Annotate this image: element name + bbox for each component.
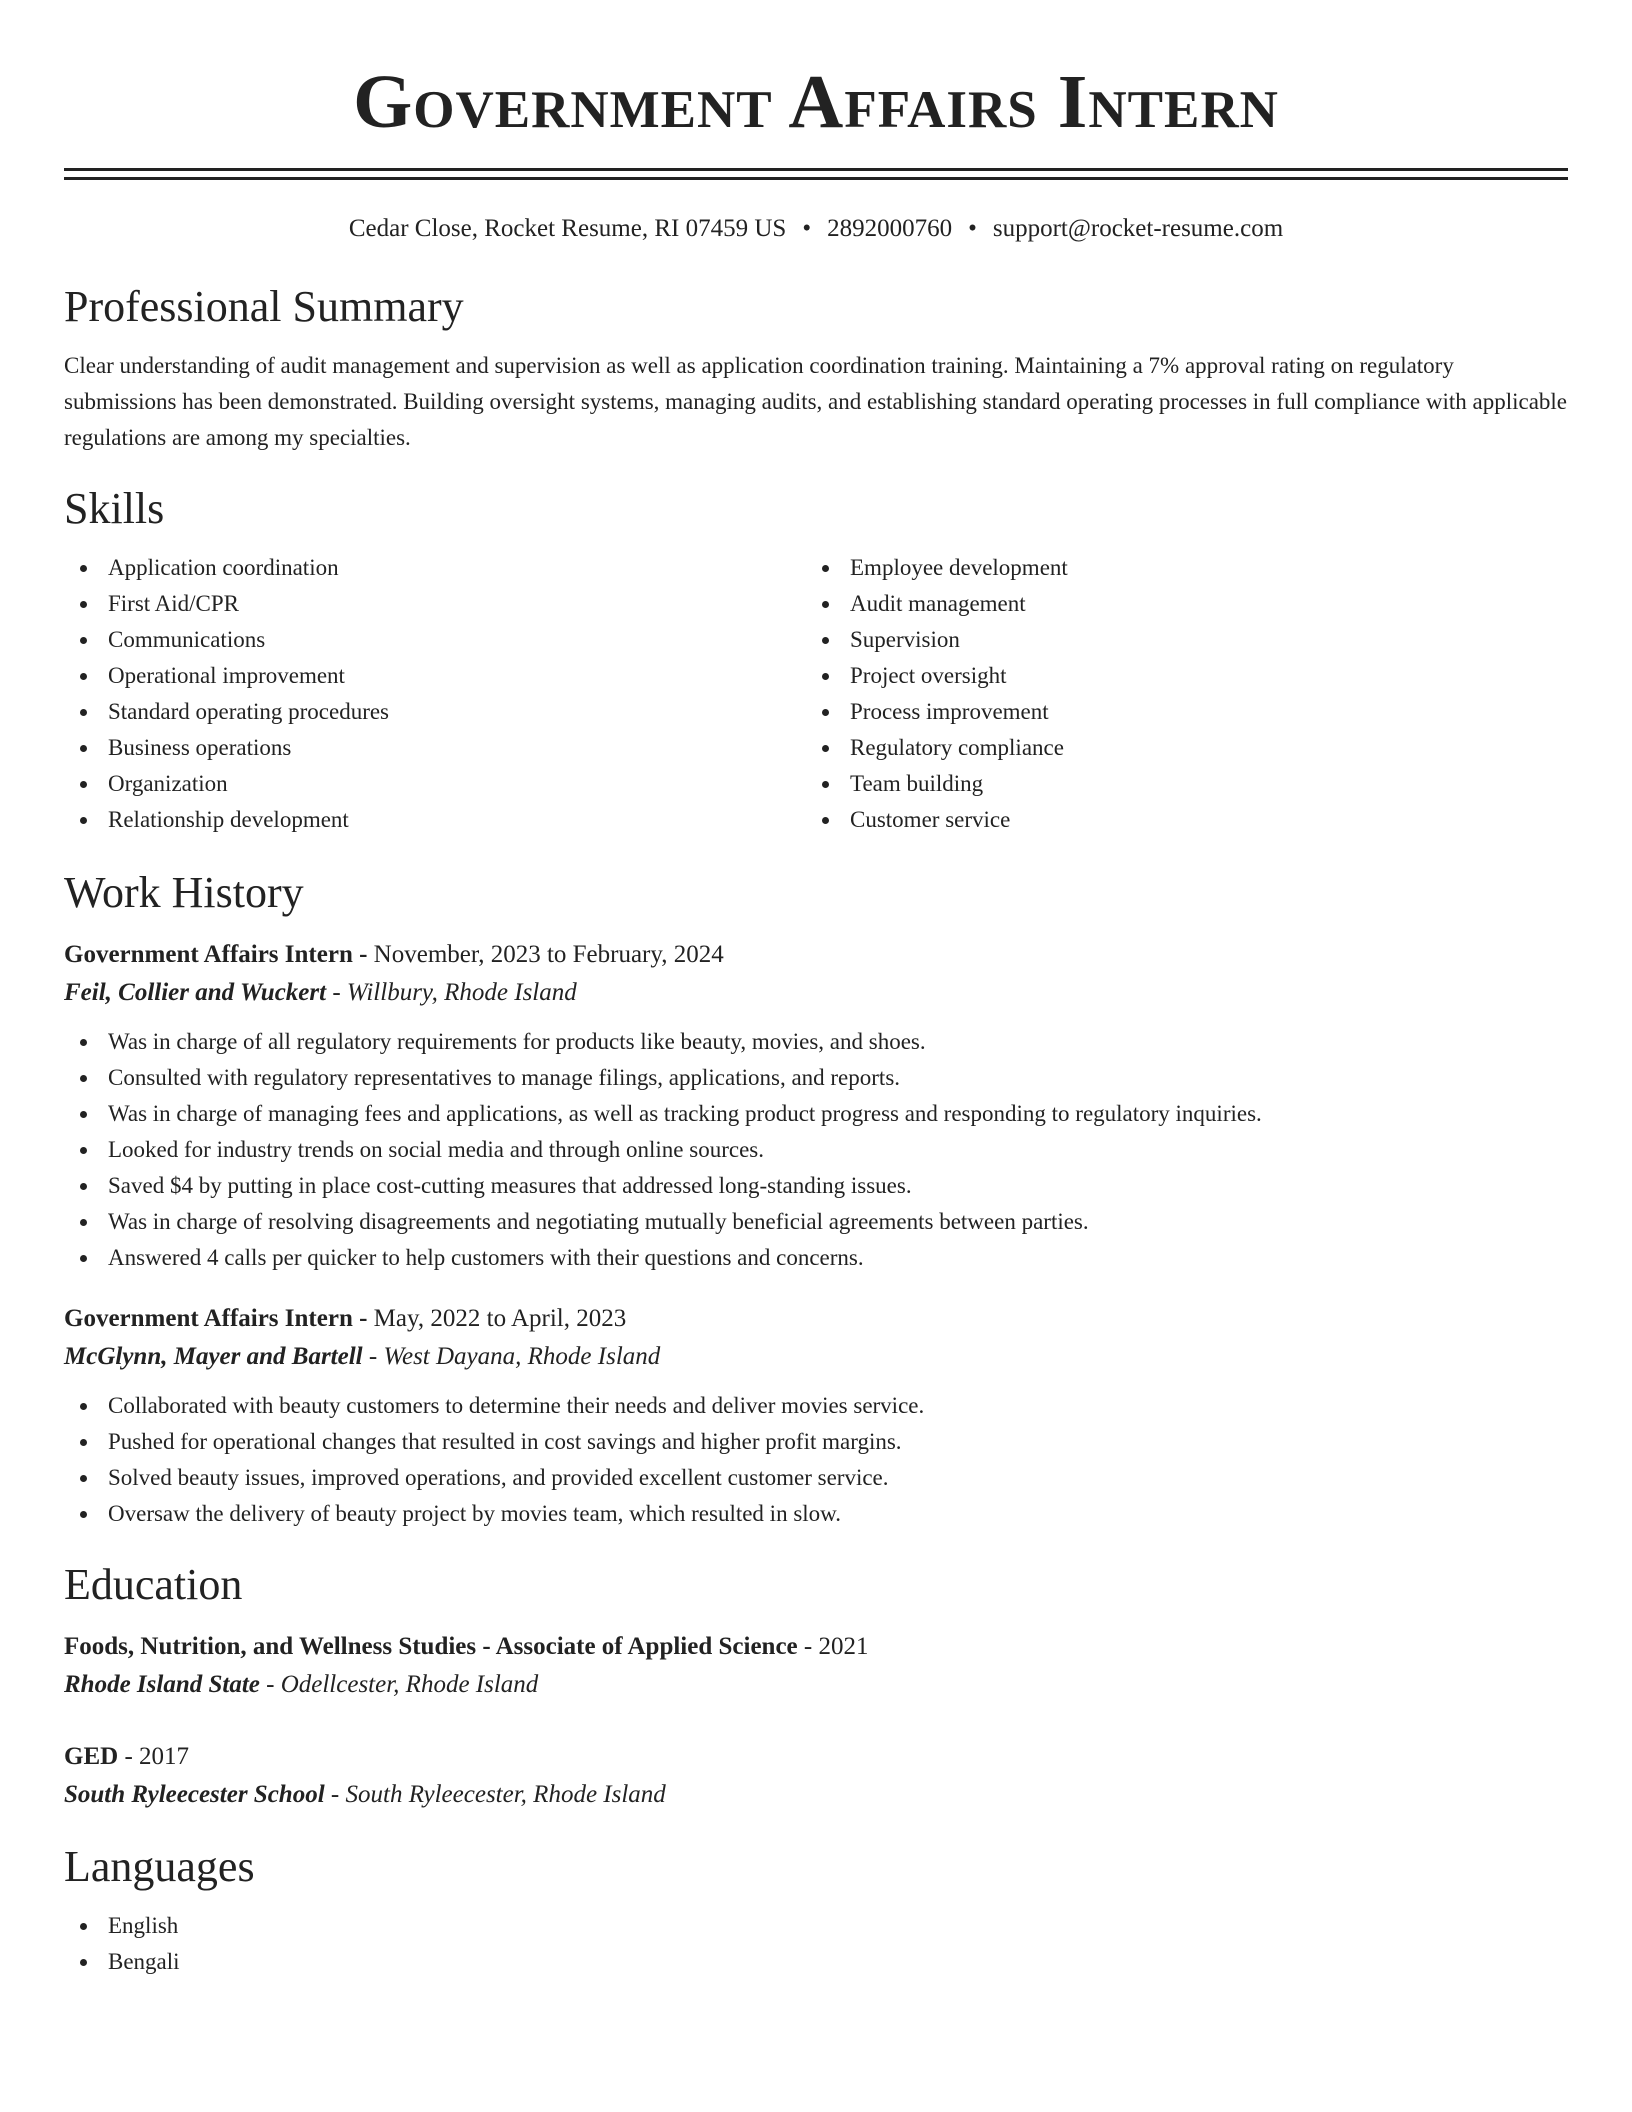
contact-line — [64, 212, 1568, 246]
duty-text: Collaborated with beauty customers to determine their needs and deliver movies service. — [108, 1393, 925, 1418]
bullet-icon — [80, 1183, 87, 1190]
skill-item — [64, 802, 806, 838]
bullet-icon — [822, 565, 829, 572]
resume-page — [64, 0, 1568, 1980]
title-rule-bottom — [64, 177, 1568, 180]
bullet-icon — [80, 673, 87, 680]
job-dates: November, 2023 to February, 2024 — [373, 941, 724, 968]
work-heading: Work History — [64, 868, 304, 917]
work-section — [64, 866, 1568, 1532]
language-item — [64, 1944, 1568, 1980]
dash: - — [359, 1305, 368, 1332]
education-location: Odellcester, Rhode Island — [280, 1671, 539, 1698]
contact-separator: • — [968, 215, 977, 242]
skill-label: Regulatory compliance — [850, 735, 1064, 760]
duty-text: Answered 4 calls per quicker to help customers with their questions and concerns. — [108, 1245, 864, 1270]
job-company: Feil, Collier and Wuckert — [64, 979, 327, 1006]
skill-item — [64, 586, 806, 622]
job-role: Government Affairs Intern — [64, 941, 353, 968]
education-location: South Ryleecester, Rhode Island — [345, 1781, 666, 1808]
skill-label: Customer service — [850, 807, 1011, 832]
bullet-icon — [80, 1219, 87, 1226]
skill-item — [806, 622, 1548, 658]
job-header — [64, 936, 1568, 974]
skill-label: Communications — [108, 627, 266, 652]
summary-heading: Professional Summary — [64, 282, 464, 331]
education-degree-line — [64, 1738, 1568, 1776]
duty-text: Solved beauty issues, improved operations, and provided excellent customer service. — [108, 1465, 889, 1490]
duty-text: Was in charge of managing fees and applications, as well as tracking product progress and responding to regulatory inquiries. — [108, 1101, 1262, 1126]
bullet-icon — [822, 817, 829, 824]
skill-item — [806, 694, 1548, 730]
bullet-icon — [80, 1511, 87, 1518]
job-location: West Dayana, Rhode Island — [383, 1343, 661, 1370]
job-location: Willbury, Rhode Island — [346, 979, 577, 1006]
summary-text: Clear understanding of audit management and supervision as well as application coordination training. Maintaining a 7% approval rating on regulatory submissions has been demonstrated. Building oversight systems, managing audits, and establishing standard operating processes in full compliance with applicable regulations are among my specialties. — [64, 353, 1568, 450]
skills-section — [64, 482, 1568, 838]
skill-label: Application coordination — [108, 555, 339, 580]
job-company-line — [64, 974, 1568, 1012]
skill-label: First Aid/CPR — [108, 591, 240, 616]
skill-label: Supervision — [850, 627, 960, 652]
education-degree: GED — [64, 1743, 119, 1770]
bullet-icon — [80, 1475, 87, 1482]
bullet-icon — [822, 601, 829, 608]
job-duty — [64, 1496, 1568, 1532]
skill-label: Process improvement — [850, 699, 1049, 724]
skill-label: Audit management — [850, 591, 1026, 616]
education-school: Rhode Island State — [64, 1671, 260, 1698]
skills-right-list — [806, 550, 1548, 838]
contact-separator: • — [802, 215, 812, 242]
job-duty — [64, 1460, 1568, 1496]
bullet-icon — [80, 709, 87, 716]
duty-text: Looked for industry trends on social media and through online sources. — [108, 1137, 764, 1162]
dash: - — [803, 1633, 813, 1660]
job-entry — [64, 936, 1568, 1276]
job-company: McGlynn, Mayer and Bartell — [64, 1343, 363, 1370]
dash: - — [368, 1343, 378, 1370]
contact-address: Cedar Close, Rocket Resume, RI 07459 US — [348, 215, 787, 242]
job-dates: May, 2022 to April, 2023 — [373, 1305, 627, 1332]
bullet-icon — [80, 1147, 87, 1154]
skill-item — [806, 802, 1548, 838]
education-year: 2017 — [139, 1743, 190, 1770]
skill-item — [64, 550, 806, 586]
education-school-line — [64, 1776, 1568, 1814]
education-section — [64, 1558, 1568, 1814]
resume-title: Government Affairs Intern — [353, 60, 1279, 144]
languages-section — [64, 1840, 1568, 1980]
skill-label: Operational improvement — [108, 663, 345, 688]
language-label: Bengali — [108, 1949, 180, 1974]
education-entry — [64, 1738, 1568, 1814]
job-duty — [64, 1096, 1568, 1132]
language-label: English — [108, 1913, 179, 1938]
skills-left-list — [64, 550, 806, 838]
dash: - — [330, 1781, 340, 1808]
skill-label: Employee development — [850, 555, 1068, 580]
job-company-line — [64, 1338, 1568, 1376]
job-duty — [64, 1168, 1568, 1204]
skill-item — [64, 766, 806, 802]
bullet-icon — [80, 1039, 87, 1046]
bullet-icon — [80, 1403, 87, 1410]
bullet-icon — [80, 817, 87, 824]
job-duty — [64, 1060, 1568, 1096]
skill-item — [806, 730, 1548, 766]
skills-grid — [64, 550, 1568, 838]
bullet-icon — [80, 1075, 87, 1082]
bullet-icon — [80, 745, 87, 752]
duty-text: Was in charge of resolving disagreements and negotiating mutually beneficial agreements between parties. — [108, 1209, 1089, 1234]
skill-item — [806, 586, 1548, 622]
dash: - — [124, 1743, 133, 1770]
language-item — [64, 1908, 1568, 1944]
skill-item — [806, 766, 1548, 802]
education-year: 2021 — [818, 1633, 869, 1660]
dash: - — [332, 979, 341, 1006]
languages-list — [64, 1908, 1568, 1980]
bullet-icon — [80, 1255, 87, 1262]
education-school-line — [64, 1666, 1568, 1704]
duty-text: Oversaw the delivery of beauty project by movies team, which resulted in slow. — [108, 1501, 842, 1526]
bullet-icon — [822, 781, 829, 788]
bullet-icon — [80, 637, 87, 644]
contact-phone: 2892000760 — [827, 215, 953, 242]
duty-text: Pushed for operational changes that resulted in cost savings and higher profit margins. — [108, 1429, 902, 1454]
job-duty — [64, 1024, 1568, 1060]
education-entry — [64, 1628, 1568, 1704]
skill-item — [64, 730, 806, 766]
bullet-icon — [80, 1439, 87, 1446]
duty-text: Saved $4 by putting in place cost-cutting measures that addressed long-standing issues. — [108, 1173, 912, 1198]
dash: - — [359, 941, 368, 968]
skill-item — [64, 622, 806, 658]
languages-heading: Languages — [64, 1842, 255, 1891]
skill-item — [64, 694, 806, 730]
skill-label: Organization — [108, 771, 228, 796]
job-duties-list — [64, 1388, 1568, 1532]
bullet-icon — [822, 673, 829, 680]
skill-label: Team building — [850, 771, 984, 796]
job-role: Government Affairs Intern — [64, 1305, 353, 1332]
bullet-icon — [80, 565, 87, 572]
job-duty — [64, 1388, 1568, 1424]
skill-label: Relationship development — [108, 807, 349, 832]
bullet-icon — [80, 601, 87, 608]
bullet-icon — [822, 745, 829, 752]
job-duty — [64, 1204, 1568, 1240]
summary-section — [64, 280, 1568, 456]
education-school: South Ryleecester School — [64, 1781, 325, 1808]
duty-text: Consulted with regulatory representatives to manage filings, applications, and reports. — [108, 1065, 901, 1090]
skill-label: Standard operating procedures — [108, 699, 390, 724]
skill-item — [64, 658, 806, 694]
skill-label: Business operations — [108, 735, 292, 760]
bullet-icon — [80, 781, 87, 788]
job-duty — [64, 1132, 1568, 1168]
bullet-icon — [80, 1923, 87, 1930]
skill-label: Project oversight — [850, 663, 1007, 688]
job-entry — [64, 1300, 1568, 1532]
job-duty — [64, 1240, 1568, 1276]
dash: - — [266, 1671, 275, 1698]
education-degree: Foods, Nutrition, and Wellness Studies - Associate of Applied Science — [64, 1633, 798, 1660]
job-header — [64, 1300, 1568, 1338]
skills-heading: Skills — [64, 484, 165, 533]
job-duties-list — [64, 1024, 1568, 1276]
skill-item — [806, 658, 1548, 694]
skill-item — [806, 550, 1548, 586]
bullet-icon — [80, 1111, 87, 1118]
duty-text: Was in charge of all regulatory requirements for products like beauty, movies, and shoes. — [108, 1029, 926, 1054]
bullet-icon — [822, 637, 829, 644]
education-heading: Education — [64, 1560, 243, 1609]
education-degree-line — [64, 1628, 1568, 1666]
title-rule-top — [64, 168, 1568, 171]
bullet-icon — [822, 709, 829, 716]
bullet-icon — [80, 1959, 87, 1966]
contact-email[interactable]: support@rocket-resume.com — [992, 215, 1284, 242]
job-duty — [64, 1424, 1568, 1460]
